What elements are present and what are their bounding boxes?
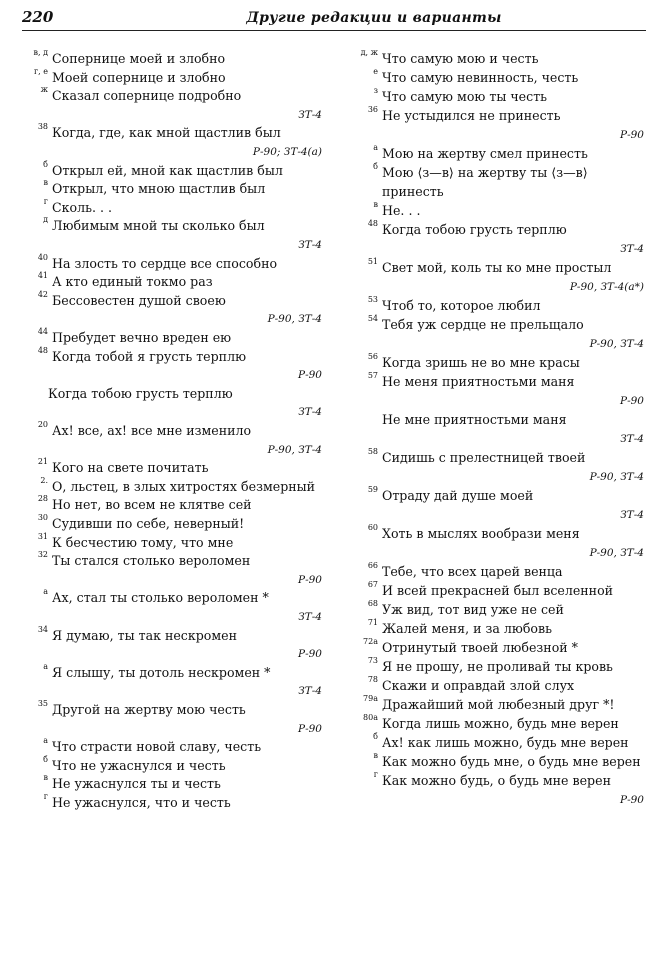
- line-marker: в, д: [33, 48, 48, 57]
- verse-text: Свет мой, коль ты ко мне простыл: [382, 260, 612, 275]
- line-marker: г: [43, 196, 48, 206]
- verse-line: [352, 202, 644, 220]
- source-reference: ЗТ-4: [298, 685, 322, 698]
- verse-line: [352, 183, 644, 201]
- verse-line: [22, 701, 322, 719]
- line-marker: 51: [367, 257, 378, 266]
- verse-text: И всей прекрасней был вселенной: [382, 583, 614, 598]
- verse-text: Я не прошу, не проливай ты кровь: [382, 659, 613, 674]
- line-marker: 41: [37, 271, 48, 281]
- verse-line: [22, 124, 322, 142]
- verse-text: Что самую мою ты честь: [382, 89, 548, 104]
- verse-text: принесть: [382, 184, 444, 199]
- verse-line: [22, 475, 322, 496]
- verse-text: Не ужаснулся, что и честь: [52, 795, 231, 810]
- page-header: [22, 8, 646, 31]
- source-reference: Р-90, ЗТ-4: [589, 338, 644, 350]
- verse-line: [22, 217, 322, 235]
- verse-text: Что самую мою и честь: [382, 51, 539, 66]
- line-marker: 28: [37, 494, 48, 504]
- verse-text: Сопернице моей и злобно: [52, 51, 226, 66]
- verse-line: [352, 316, 644, 334]
- line-marker: 21: [37, 457, 48, 467]
- source-reference: ЗТ-4: [298, 239, 322, 251]
- verse-line: [22, 329, 322, 347]
- verse-text: Ты стался столько вероломен: [52, 553, 251, 569]
- line-marker: 38: [37, 122, 48, 132]
- verse-line: [22, 159, 322, 180]
- source-reference: ЗТ-4: [298, 108, 322, 121]
- verse-line: [352, 449, 644, 467]
- verse-text: На злость то сердце все способно: [52, 255, 278, 271]
- verse-line: [22, 552, 322, 570]
- line-marker: 58: [367, 447, 378, 456]
- verse-text: Но нет, во всем не клятве сей: [52, 497, 252, 513]
- line-marker: г: [373, 770, 378, 779]
- verse-text: Судивши по себе, неверный!: [52, 516, 245, 531]
- source-reference: Р-90: [298, 573, 322, 586]
- verse-text: Хоть в мыслях вообрази меня: [382, 526, 580, 541]
- line-marker: 66: [367, 561, 378, 570]
- verse-text: Не ужаснулся ты и честь: [52, 776, 221, 792]
- source-reference: ЗТ-4: [620, 243, 644, 255]
- line-marker: 54: [367, 314, 378, 323]
- line-marker: б: [373, 732, 378, 741]
- line-marker: 48: [37, 345, 48, 355]
- verse-line: [352, 601, 644, 619]
- line-marker: а: [43, 587, 48, 597]
- line-marker: 56: [367, 352, 378, 361]
- line-marker: 35: [37, 699, 48, 708]
- line-marker: б: [43, 159, 48, 169]
- verse-line: [352, 734, 644, 752]
- page-number: 220: [22, 8, 54, 26]
- verse-line: [352, 50, 644, 68]
- verse-line: [22, 459, 322, 477]
- verse-line: [352, 259, 644, 277]
- verse-line: [22, 661, 322, 682]
- verse-text: Что самую невинность, честь: [382, 70, 579, 85]
- verse-text: Когда зришь не во мне красы: [382, 355, 580, 370]
- verse-text: Мою на жертву смел принесть: [382, 146, 588, 161]
- verse-line: [22, 289, 322, 310]
- line-marker: 31: [37, 531, 48, 541]
- verse-line: [22, 624, 322, 645]
- verse-text: Не устыдился не принесть: [382, 108, 561, 123]
- verse-line: [352, 715, 644, 733]
- verse-text: О, льстец, в злых хитростях безмерный: [52, 478, 316, 494]
- verse-line: [352, 772, 644, 790]
- verse-line: [352, 107, 644, 125]
- verse-line: [352, 658, 644, 676]
- line-marker: в: [43, 178, 48, 188]
- verse-line: [352, 297, 644, 315]
- verse-text: Чтоб то, которое любил: [382, 298, 541, 313]
- verse-text: Тебя уж сердце не прельщало: [382, 317, 584, 332]
- line-marker: ж: [40, 85, 48, 95]
- verse-line: [22, 385, 322, 403]
- source-reference: Р-90: [298, 648, 322, 661]
- verse-line: [22, 754, 322, 775]
- verse-line: [352, 753, 644, 771]
- verse-text: Я слышу, ты дотоль нескромен *: [52, 664, 271, 680]
- verse-line: [22, 496, 322, 514]
- line-marker: е: [373, 67, 378, 76]
- line-marker: а: [43, 661, 48, 671]
- verse-text: Не меня приятностьми маня: [382, 374, 575, 389]
- line-marker: 48: [367, 219, 378, 228]
- verse-text: Открыл, что мною щастлив был: [52, 181, 266, 197]
- source-reference: Р-90: [620, 794, 644, 806]
- verse-text: Кого на свете почитать: [52, 460, 209, 476]
- verse-text: Ах! все, ах! все мне изменило: [52, 423, 252, 438]
- verse-text: Дражайший мой любезный друг *!: [382, 697, 615, 712]
- line-marker: 72а: [363, 637, 378, 646]
- source-reference: Р-90, ЗТ-4: [589, 547, 644, 559]
- verse-text: Уж вид, тот вид уже не сей: [382, 602, 564, 617]
- source-reference: ЗТ-4: [298, 611, 322, 623]
- verse-line: [352, 69, 644, 87]
- verse-text: Ах! как лишь можно, будь мне верен: [382, 735, 629, 750]
- verse-text: Мою ⟨з—в⟩ на жертву ты ⟨з—в⟩: [382, 165, 588, 180]
- verse-text: Когда лишь можно, будь мне верен: [382, 716, 619, 731]
- line-marker: 40: [37, 252, 48, 262]
- verse-text: Не. . .: [382, 203, 421, 218]
- verse-text: К бесчестию тому, что мне: [52, 534, 234, 550]
- line-marker: з: [373, 86, 378, 95]
- verse-text: Сколь. . .: [52, 199, 112, 215]
- verse-text: Я думаю, ты так нескромен: [52, 627, 238, 643]
- verse-text: Когда тобой я грусть терплю: [52, 348, 247, 364]
- line-marker: 67: [367, 580, 378, 589]
- source-reference: Р-90: [620, 395, 644, 407]
- verse-text: Отраду дай душе моей: [382, 488, 534, 503]
- verse-line: [352, 525, 644, 543]
- line-marker: а: [373, 143, 378, 152]
- line-marker: в: [43, 773, 48, 783]
- verse-text: Моей сопернице и злобно: [52, 69, 226, 85]
- verse-text: Любимым мной ты сколько был: [52, 218, 265, 234]
- line-marker: 44: [37, 327, 48, 336]
- verse-line: [22, 794, 322, 812]
- verse-line: [352, 582, 644, 600]
- verse-text: Что страсти новой славу, честь: [52, 739, 262, 755]
- verse-text: А кто единый токмо раз: [52, 274, 213, 290]
- verse-line: [22, 180, 322, 198]
- source-reference: Р-90, ЗТ-4: [267, 313, 322, 326]
- verse-line: [352, 88, 644, 106]
- line-marker: 36: [367, 105, 378, 114]
- verse-line: [352, 487, 644, 505]
- verse-text: Сидишь с прелестницей твоей: [382, 450, 586, 465]
- line-marker: д: [43, 215, 48, 225]
- source-reference: Р-90: [298, 722, 322, 735]
- verse-line: [352, 373, 644, 391]
- line-marker: в: [373, 751, 378, 760]
- verse-line: [352, 677, 644, 695]
- line-marker: 59: [367, 485, 378, 494]
- source-reference: Р-90, ЗТ-4: [267, 443, 322, 456]
- running-title: Другие редакции и варианты: [246, 10, 502, 26]
- line-marker: г: [43, 792, 48, 801]
- verse-text: Когда тобою грусть терплю: [48, 385, 233, 401]
- source-reference: Р-90, ЗТ-4(а*): [569, 281, 644, 293]
- verse-text: Что не ужаснулся и честь: [52, 757, 226, 773]
- line-marker: 71: [367, 618, 378, 627]
- line-marker: 30: [37, 513, 48, 522]
- verse-line: [22, 531, 322, 552]
- verse-line: [22, 775, 322, 793]
- line-marker: б: [43, 754, 48, 764]
- verse-line: [352, 620, 644, 638]
- verse-line: [22, 589, 322, 607]
- line-marker: 73: [367, 656, 378, 665]
- verse-text: Отринутый твоей любезной *: [382, 640, 578, 655]
- verse-line: [22, 515, 322, 533]
- verse-text: Когда тобою грусть терплю: [382, 222, 567, 237]
- source-reference: Р-90: [298, 369, 322, 382]
- verse-line: [22, 50, 322, 68]
- verse-text: Жалей меня, и за любовь: [382, 621, 552, 636]
- line-marker: а: [43, 736, 48, 746]
- source-reference: Р-90; ЗТ-4(а): [252, 146, 322, 158]
- verse-line: [22, 422, 322, 440]
- verse-text: Тебе, что всех царей венца: [382, 564, 563, 579]
- line-marker: 34: [37, 624, 48, 634]
- verse-text: Бессовестен душой своею: [52, 292, 226, 308]
- line-marker: 78: [367, 675, 378, 684]
- line-marker: 53: [367, 295, 378, 304]
- verse-line: [22, 66, 322, 87]
- line-marker: в: [373, 200, 378, 209]
- verse-text: Скажи и оправдай злой слух: [382, 678, 575, 693]
- verse-line: [22, 273, 322, 291]
- verse-text: Открыл ей, мной как щастлив был: [52, 162, 283, 178]
- line-marker: 79а: [363, 694, 378, 703]
- line-marker: д, ж: [360, 48, 378, 57]
- line-marker: 42: [37, 289, 48, 299]
- line-marker: 2.: [40, 475, 48, 485]
- verse-text: Как можно будь мне, о будь мне верен: [382, 754, 641, 769]
- verse-line: [22, 196, 322, 217]
- verse-text: Другой на жертву мою честь: [52, 702, 246, 717]
- source-reference: ЗТ-4: [620, 433, 644, 445]
- verse-line: [22, 345, 322, 366]
- line-marker: 20: [37, 420, 48, 429]
- verse-text: Не мне приятностьми маня: [382, 412, 567, 427]
- line-marker: г, е: [33, 66, 48, 76]
- verse-text: Как можно будь, о будь мне верен: [382, 773, 611, 788]
- verse-line: [352, 164, 644, 182]
- verse-text: Когда, где, как мной щастлив был: [52, 125, 281, 141]
- line-marker: 80а: [363, 713, 378, 722]
- verse-line: [22, 252, 322, 273]
- verse-line: [352, 145, 644, 163]
- line-marker: 68: [367, 599, 378, 608]
- source-reference: ЗТ-4: [298, 406, 322, 419]
- verse-text: Пребудет вечно вреден ею: [52, 330, 232, 345]
- verse-line: [352, 354, 644, 372]
- verse-line: [22, 87, 322, 105]
- line-marker: 60: [367, 523, 378, 532]
- verse-text: Сказал сопернице подробно: [52, 88, 242, 104]
- verse-line: [352, 411, 644, 429]
- source-reference: ЗТ-4: [620, 509, 644, 521]
- verse-line: [352, 221, 644, 239]
- verse-line: [352, 639, 644, 657]
- source-reference: Р-90: [620, 129, 644, 141]
- line-marker: б: [373, 162, 378, 171]
- verse-text: Ах, стал ты столько вероломен *: [52, 590, 269, 606]
- line-marker: 57: [367, 371, 378, 380]
- verse-line: [352, 696, 644, 714]
- verse-line: [22, 738, 322, 756]
- source-reference: Р-90, ЗТ-4: [589, 471, 644, 483]
- line-marker: 32: [37, 550, 48, 560]
- verse-line: [352, 563, 644, 581]
